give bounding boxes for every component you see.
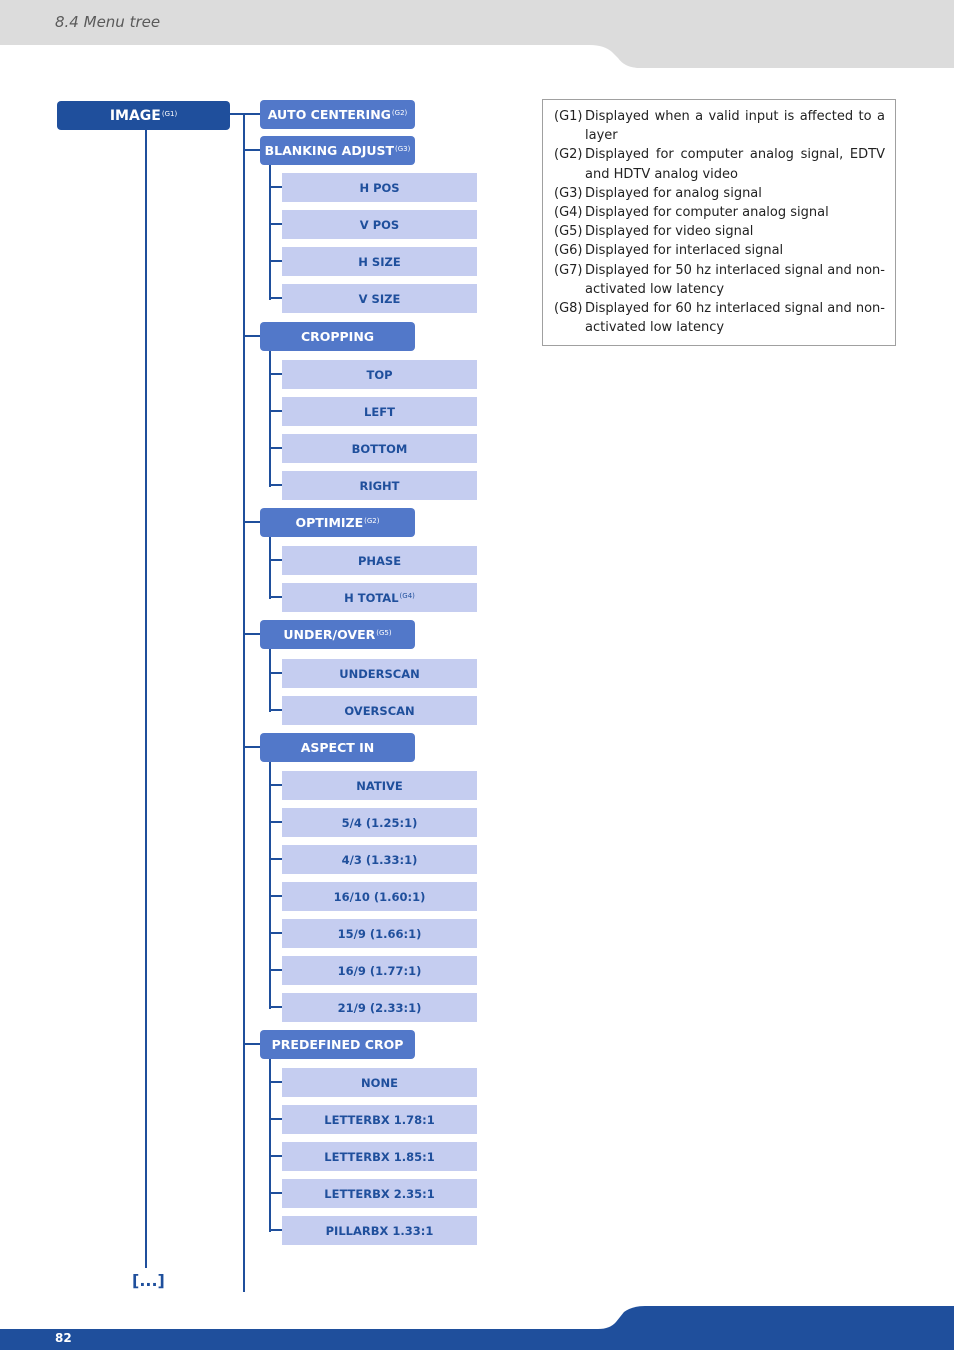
item-connector bbox=[269, 596, 282, 598]
menu-item-5-4-1-25-1[interactable] bbox=[282, 808, 477, 837]
group-label: OPTIMIZE bbox=[295, 515, 364, 530]
menu-item-h-size[interactable] bbox=[282, 247, 477, 276]
footnote-entry bbox=[554, 145, 885, 183]
item-label: PHASE bbox=[357, 553, 402, 568]
item-label: 4/3 (1.33:1) bbox=[341, 852, 418, 867]
group-label: BLANKING ADJUST bbox=[264, 143, 395, 158]
group-connector bbox=[244, 149, 260, 151]
item-label: 15/9 (1.66:1) bbox=[337, 926, 422, 941]
item-label: V POS bbox=[359, 217, 400, 232]
item-label: LETTERBX 1.78:1 bbox=[324, 1112, 435, 1127]
item-label: V SIZE bbox=[358, 291, 401, 306]
menu-item-21-9-2-33-1[interactable] bbox=[282, 993, 477, 1022]
item-connector bbox=[269, 484, 282, 486]
item-label: 16/9 (1.77:1) bbox=[337, 963, 422, 978]
footnote-code: (G4) bbox=[554, 205, 583, 221]
menu-item-letterbx-2-35-1[interactable] bbox=[282, 1179, 477, 1208]
menu-group-aspect-in[interactable] bbox=[260, 733, 415, 762]
item-label: BOTTOM bbox=[351, 441, 408, 456]
menu-item-none[interactable] bbox=[282, 1068, 477, 1097]
menu-item-pillarbx-1-33-1[interactable] bbox=[282, 1216, 477, 1245]
menu-group-auto-centering[interactable] bbox=[260, 100, 415, 129]
footnote-entry bbox=[554, 241, 885, 260]
footnote-code: (G2) bbox=[554, 147, 583, 163]
item-connector bbox=[269, 858, 282, 860]
item-connector bbox=[269, 1155, 282, 1157]
menu-group-optimize[interactable] bbox=[260, 508, 415, 537]
header-band bbox=[0, 0, 954, 68]
item-label: LEFT bbox=[364, 404, 395, 419]
more-items-marker: [...] bbox=[132, 1271, 165, 1290]
item-connector bbox=[269, 260, 282, 262]
menu-item-letterbx-1-85-1[interactable] bbox=[282, 1142, 477, 1171]
menu-item-right[interactable] bbox=[282, 471, 477, 500]
menu-group-cropping[interactable] bbox=[260, 322, 415, 351]
item-label: H TOTAL bbox=[344, 590, 399, 605]
menu-item-4-3-1-33-1[interactable] bbox=[282, 845, 477, 874]
item-label: LETTERBX 1.85:1 bbox=[324, 1149, 435, 1164]
item-connector bbox=[269, 186, 282, 188]
subgroup-connector bbox=[269, 762, 271, 1009]
item-connector bbox=[269, 821, 282, 823]
item-connector bbox=[269, 1006, 282, 1008]
group-footnote-ref: (G2) bbox=[364, 516, 380, 525]
menu-item-16-10-1-60-1[interactable] bbox=[282, 882, 477, 911]
group-label: CROPPING bbox=[300, 329, 375, 344]
menu-item-h-pos[interactable] bbox=[282, 173, 477, 202]
root-to-trunk-connector bbox=[230, 113, 244, 115]
menu-item-native[interactable] bbox=[282, 771, 477, 800]
footnote-entry bbox=[554, 261, 885, 299]
menu-group-blanking-adjust[interactable] bbox=[260, 136, 415, 165]
group-label: PREDEFINED CROP bbox=[271, 1037, 404, 1052]
menu-item-v-size[interactable] bbox=[282, 284, 477, 313]
footnote-code: (G7) bbox=[554, 262, 583, 278]
group-connector bbox=[244, 633, 260, 635]
footnote-text: Displayed for 60 hz interlaced signal and non-activated low latency bbox=[585, 301, 885, 336]
item-label: PILLARBX 1.33:1 bbox=[325, 1223, 434, 1238]
group-footnote-ref: (G2) bbox=[391, 108, 408, 117]
group-footnote-ref: (G3) bbox=[395, 144, 411, 153]
footnote-entry bbox=[554, 203, 885, 222]
menu-item-phase[interactable] bbox=[282, 546, 477, 575]
footnote-text: Displayed when a valid input is affected to a layer bbox=[585, 109, 885, 144]
item-connector bbox=[269, 223, 282, 225]
item-connector bbox=[269, 784, 282, 786]
menu-item-letterbx-1-78-1[interactable] bbox=[282, 1105, 477, 1134]
group-connector bbox=[244, 746, 260, 748]
footnote-entry bbox=[554, 299, 885, 337]
item-connector bbox=[269, 932, 282, 934]
group-footnote-ref: (G5) bbox=[376, 628, 392, 637]
item-label: 16/10 (1.60:1) bbox=[333, 889, 426, 904]
item-label: H SIZE bbox=[358, 254, 401, 269]
item-connector bbox=[269, 559, 282, 561]
footnote-text: Displayed for 50 hz interlaced signal and non-activated low latency bbox=[585, 262, 885, 297]
menu-group-predefined-crop[interactable] bbox=[260, 1030, 415, 1059]
item-connector bbox=[269, 1192, 282, 1194]
group-label: AUTO CENTERING bbox=[267, 107, 391, 122]
item-connector bbox=[269, 969, 282, 971]
item-connector bbox=[269, 1118, 282, 1120]
footnote-text: Displayed for computer analog signal bbox=[585, 205, 829, 221]
group-connector bbox=[244, 521, 260, 523]
group-connector bbox=[244, 1043, 260, 1045]
footer-band bbox=[0, 1300, 954, 1350]
footnote-text: Displayed for analog signal bbox=[585, 185, 762, 201]
item-label: NATIVE bbox=[356, 778, 403, 793]
subgroup-connector bbox=[269, 1059, 271, 1232]
item-label: LETTERBX 2.35:1 bbox=[324, 1186, 435, 1201]
item-label: TOP bbox=[366, 367, 393, 382]
item-label: 21/9 (2.33:1) bbox=[337, 1000, 422, 1015]
item-connector bbox=[269, 410, 282, 412]
menu-root-image[interactable] bbox=[57, 101, 230, 130]
item-label: RIGHT bbox=[359, 478, 400, 493]
footnote-code: (G6) bbox=[554, 243, 583, 259]
item-connector bbox=[269, 297, 282, 299]
root-label: IMAGE bbox=[109, 107, 161, 124]
item-connector bbox=[269, 895, 282, 897]
subgroup-connector bbox=[269, 351, 271, 487]
subgroup-connector bbox=[269, 537, 271, 599]
menu-item-h-total[interactable] bbox=[282, 583, 477, 612]
menu-item-left[interactable] bbox=[282, 397, 477, 426]
item-connector bbox=[269, 447, 282, 449]
footnote-text: Displayed for interlaced signal bbox=[585, 243, 784, 259]
tree-trunk bbox=[243, 114, 245, 1292]
item-label: 5/4 (1.25:1) bbox=[341, 815, 418, 830]
footnote-code: (G1) bbox=[554, 109, 583, 124]
footnote-entry bbox=[554, 107, 885, 145]
menu-item-overscan[interactable] bbox=[282, 696, 477, 725]
group-label: UNDER/OVER bbox=[283, 627, 376, 642]
menu-item-top[interactable] bbox=[282, 360, 477, 389]
footnote-entry bbox=[554, 184, 885, 203]
item-connector bbox=[269, 373, 282, 375]
group-connector bbox=[244, 113, 260, 115]
group-label: ASPECT IN bbox=[300, 740, 375, 755]
footnote-text: Displayed for computer analog signal, EDTV and HDTV analog video bbox=[585, 147, 885, 182]
footnotes-box bbox=[542, 99, 896, 346]
item-connector bbox=[269, 672, 282, 674]
item-footnote-ref: (G4) bbox=[399, 591, 415, 600]
root-footnote-ref: (G1) bbox=[161, 109, 178, 118]
group-connector bbox=[244, 335, 260, 337]
section-title: 8.4 Menu tree bbox=[55, 13, 161, 31]
item-connector bbox=[269, 1081, 282, 1083]
item-connector bbox=[269, 709, 282, 711]
item-label: H POS bbox=[359, 180, 400, 195]
menu-group-under-over[interactable] bbox=[260, 620, 415, 649]
item-label: OVERSCAN bbox=[344, 703, 415, 718]
subgroup-connector bbox=[269, 649, 271, 712]
footnote-code: (G5) bbox=[554, 224, 583, 240]
menu-item-bottom[interactable] bbox=[282, 434, 477, 463]
menu-item-underscan[interactable] bbox=[282, 659, 477, 688]
item-label: NONE bbox=[361, 1075, 398, 1090]
menu-item-15-9-1-66-1[interactable] bbox=[282, 919, 477, 948]
footnote-entry bbox=[554, 222, 885, 241]
footnote-code: (G8) bbox=[554, 301, 583, 317]
menu-item-16-9-1-77-1[interactable] bbox=[282, 956, 477, 985]
footnote-code: (G3) bbox=[554, 185, 583, 201]
menu-item-v-pos[interactable] bbox=[282, 210, 477, 239]
item-connector bbox=[269, 1229, 282, 1231]
footnote-text: Displayed for video signal bbox=[585, 224, 754, 240]
root-connector bbox=[145, 130, 147, 1268]
page-number: 82 bbox=[55, 1331, 72, 1345]
item-label: UNDERSCAN bbox=[339, 666, 420, 681]
